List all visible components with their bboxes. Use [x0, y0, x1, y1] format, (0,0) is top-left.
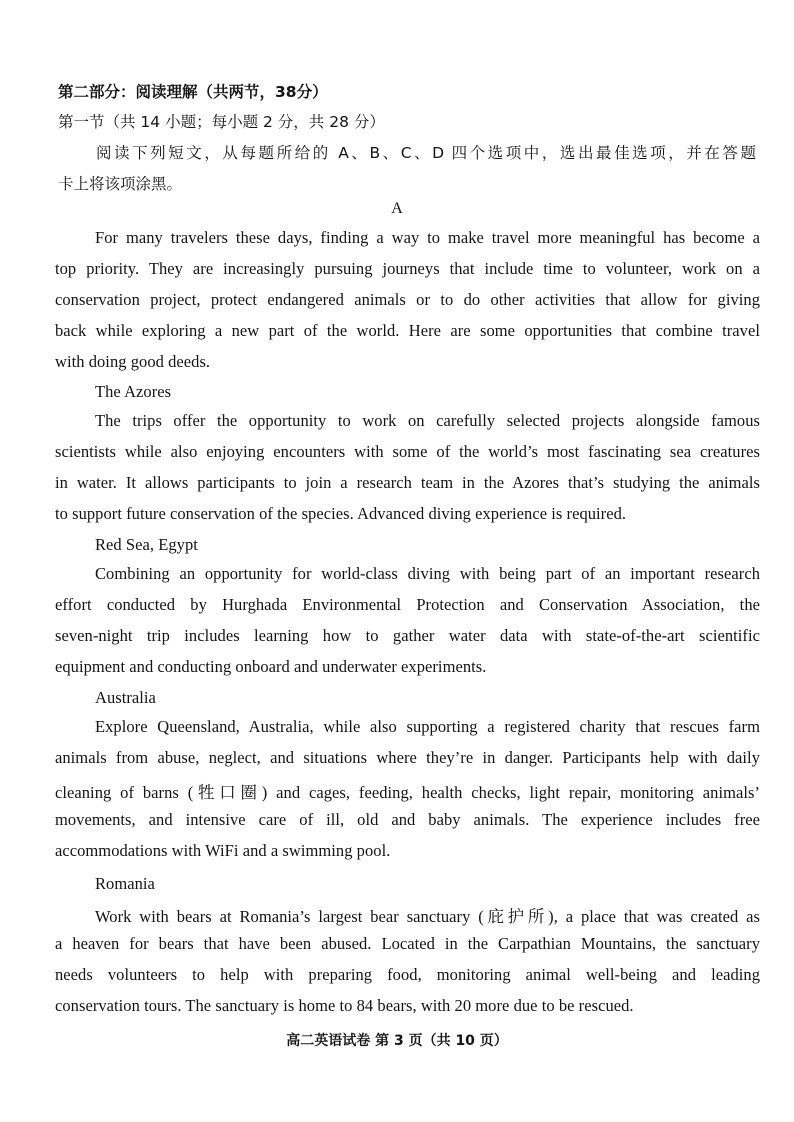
section-heading-azores: The Azores [95, 382, 172, 401]
intro-line-2: top priority. They are increasingly pursuing journeys that include time to volunteer, work on a [55, 259, 760, 278]
intro-line-5: with doing good deeds. [55, 352, 211, 371]
passage-label: A [391, 200, 403, 217]
page-footer: 高二英语试卷 第 3 页（共 10 页） [286, 1033, 508, 1049]
section-heading-red-sea: Red Sea, Egypt [95, 535, 198, 554]
red-sea-line-3: seven-night trip includes learning how to gather water data with state-of-the-art scientific [55, 626, 760, 645]
romania-line-4: conservation tours. The sanctuary is home to 84 bears, with 20 more due to be rescued. [55, 996, 634, 1015]
intro-line-1: For many travelers these days, finding a way to make travel more meaningful has become a [95, 228, 760, 247]
azores-line-2: scientists while also enjoying encounters with some of the world’s most fascinating sea creatures [55, 442, 760, 461]
red-sea-line-1: Combining an opportunity for world-class diving with being part of an important research [95, 564, 760, 583]
romania-line-1: Work with bears at Romania’s largest bear sanctuary (庇护所), a place that was created as [95, 907, 760, 926]
australia-line-4: movements, and intensive care of ill, old and baby animals. The experience includes free [55, 810, 760, 829]
section-heading-australia: Australia [95, 688, 156, 707]
section-heading-romania: Romania [95, 874, 155, 893]
instruction-line-2: 卡上将该项涂黑。 [58, 175, 183, 193]
australia-line-1: Explore Queensland, Australia, while also supporting a registered charity that rescues farm [95, 717, 760, 736]
azores-line-3: in water. It allows participants to join a research team in the Azores that’s studying the animals [55, 473, 760, 492]
section-title: 第一节（共 14 小题；每小题 2 分，共 28 分） [58, 113, 385, 131]
azores-line-4: to support future conservation of the species. Advanced diving experience is required. [55, 504, 627, 523]
romania-line-3: needs volunteers to help with preparing food, monitoring animal well-being and leading [55, 965, 760, 984]
australia-line-3: cleaning of barns (牲口圈) and cages, feeding, health checks, light repair, monitoring animals’ [55, 783, 760, 802]
part-title: 第二部分：阅读理解（共两节，38分） [58, 83, 328, 101]
red-sea-line-4: equipment and conducting onboard and underwater experiments. [55, 657, 487, 676]
azores-line-1: The trips offer the opportunity to work on carefully selected projects alongside famous [95, 411, 760, 430]
australia-line-5: accommodations with WiFi and a swimming pool. [55, 841, 391, 860]
instruction-line-1: 阅读下列短文，从每题所给的 A、B、C、D 四个选项中，选出最佳选项，并在答题 [96, 144, 756, 162]
romania-line-2: a heaven for bears that have been abused. Located in the Carpathian Mountains, the sanctuary [55, 934, 760, 953]
australia-line-2: animals from abuse, neglect, and situations where they’re in danger. Participants help with daily [55, 748, 760, 767]
red-sea-line-2: effort conducted by Hurghada Environmental Protection and Conservation Association, the [55, 595, 760, 614]
intro-line-3: conservation project, protect endangered animals or to do other activities that allow for giving [55, 290, 760, 309]
intro-line-4: back while exploring a new part of the world. Here are some opportunities that combine travel [55, 321, 760, 340]
